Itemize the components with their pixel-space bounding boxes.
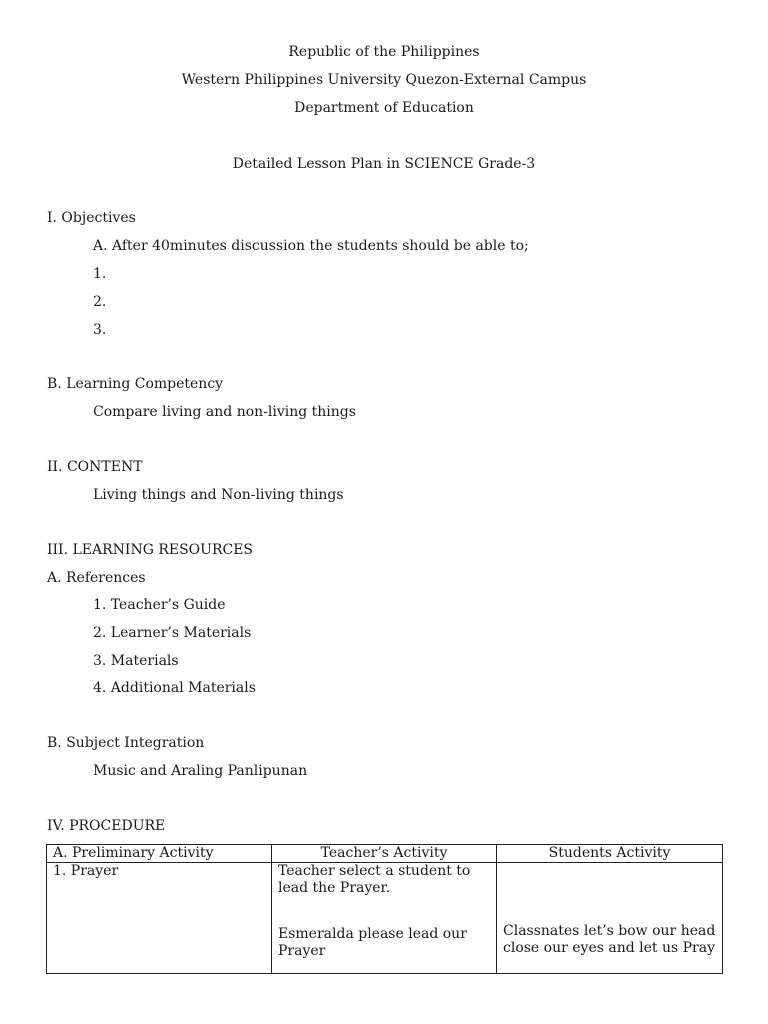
procedure-heading: IV. PROCEDURE (47, 818, 166, 834)
objectives-intro: A. After 40minutes discussion the students should be able to; (93, 238, 529, 254)
integration-heading: B. Subject Integration (47, 735, 205, 751)
table-header-row (47, 845, 723, 863)
column-header-students: Students Activity (497, 845, 723, 863)
table-row (47, 863, 723, 974)
objective-item: 2. (93, 294, 107, 310)
reference-item: 3. Materials (93, 653, 179, 669)
content-heading: II. CONTENT (47, 459, 143, 475)
teacher-activity-cell (272, 863, 497, 974)
procedure-table (46, 844, 723, 974)
references-subheading: A. References (47, 570, 146, 586)
students-activity-cell (497, 863, 723, 974)
header-department: Department of Education (294, 100, 474, 116)
competency-heading: B. Learning Competency (47, 376, 224, 392)
reference-item: 4. Additional Materials (93, 680, 256, 696)
student-response: Classnates let’s bow our head close our eyes and let us Pray (503, 923, 716, 956)
activity-cell (47, 863, 272, 974)
content-text: Living things and Non-living things (93, 487, 344, 503)
resources-heading: III. LEARNING RESOURCES (47, 542, 254, 558)
lesson-plan-title: Detailed Lesson Plan in SCIENCE Grade-3 (232, 156, 536, 172)
objective-item: 1. (93, 266, 107, 282)
activity-prayer: 1. Prayer (53, 863, 119, 879)
objective-item: 3. (93, 322, 107, 338)
integration-text: Music and Araling Panlipunan (93, 763, 308, 779)
reference-item: 1. Teacher’s Guide (93, 597, 226, 613)
teacher-instruction: Teacher select a student to lead the Prayer. (278, 863, 471, 896)
objectives-heading: I. Objectives (47, 210, 136, 226)
competency-text: Compare living and non-living things (93, 404, 356, 420)
header-republic: Republic of the Philippines (288, 44, 480, 60)
column-header-preliminary: A. Preliminary Activity (47, 845, 272, 863)
teacher-prompt: Esmeralda please lead our Prayer (278, 926, 467, 959)
column-header-teacher: Teacher’s Activity (272, 845, 497, 863)
header-university: Western Philippines University Quezon-External Campus (181, 72, 587, 88)
reference-item: 2. Learner’s Materials (93, 625, 252, 641)
